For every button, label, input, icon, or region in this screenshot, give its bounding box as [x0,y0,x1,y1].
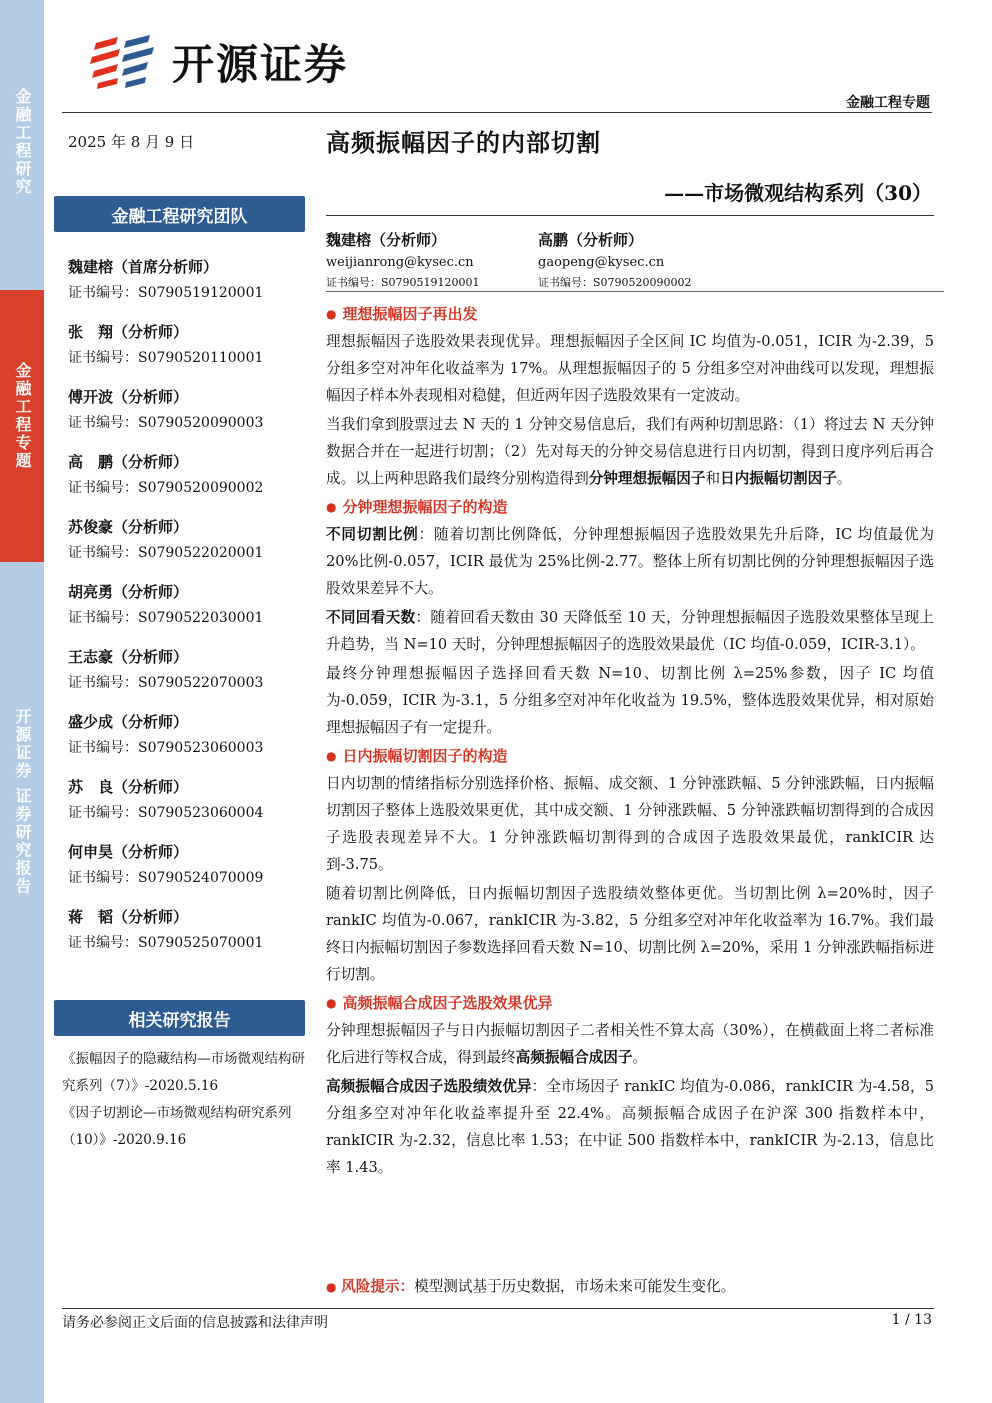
section-paragraph: 高频振幅合成因子选股绩效优异：全市场因子 rankIC 均值为-0.086，rankICIR 为-4.58，5 分组多空对冲年化收益率提升至 22.4%。高频振幅合成因子在沪深 300 指数样本中，rankICIR 为-2.32，信息比率 1.53；在中证 500 指数样本中，rankICIR 为-2.13，信息比率 1.43。 [326,1078,934,1176]
member-cert: 证书编号：S0790525070001 [68,935,264,951]
section-heading [326,494,934,521]
team-member [68,386,308,451]
section-heading [326,743,934,770]
team-member [68,581,308,646]
member-cert: 证书编号：S0790522030001 [68,610,264,626]
brand-name: 开源证券 [172,40,349,89]
team-member [68,906,308,971]
related-panel-title: 相关研究报告 [128,1010,231,1031]
footer-divider [62,1308,934,1309]
section-heading [326,301,934,328]
bullet-icon: ● [326,500,337,514]
member-name: 胡亮勇（分析师） [68,583,189,601]
section-heading-text: 分钟理想振幅因子的构造 [342,498,508,516]
related-report-link[interactable]: 《振幅因子的隐藏结构—市场微观结构研究系列（7）》-2020.5.16 [62,1051,305,1094]
section-heading-text: 高频振幅合成因子选股效果优异 [342,994,553,1012]
member-cert: 证书编号：S0790523060004 [68,805,264,821]
team-member [68,451,308,516]
report-title: 高频振幅因子的内部切割 [326,128,601,157]
team-panel-header [54,196,305,232]
member-cert: 证书编号：S0790524070009 [68,870,264,886]
member-name: 高 鹏（分析师） [68,453,189,471]
section-paragraph: 不同回看天数：随着回看天数由 30 天降低至 10 天，分钟理想振幅因子选股效果整体呈现上升趋势，当 N=10 天时，分钟理想振幅因子的选股效果最优（IC 均值-0.059，ICIR-3.1）。 [326,609,934,653]
member-cert: 证书编号：S0790520110001 [68,350,264,366]
member-name: 何申昊（分析师） [68,843,189,861]
section-paragraph: 当我们拿到股票过去 N 天的 1 分钟交易信息后，我们有两种切割思路：（1）将过去 N 天分钟数据合并在一起进行切割；（2）先对每天的分钟交易信息进行日内切割，得到日度序列后再合成。以上两种思路我们最终分别构造得到分钟理想振幅因子和日内振幅切割因子。 [326,416,934,487]
author-email[interactable]: weijianrong@kysec.cn [326,255,474,270]
author-card [326,228,480,292]
side-label-topic-text: 金融工程专题 [13,362,32,470]
side-label-broker-text: 开源证券 证券研究报告 [13,708,32,896]
author-email[interactable]: gaopeng@kysec.cn [538,255,665,270]
member-name: 苏 良（分析师） [68,778,189,796]
risk-text: 模型测试基于历史数据，市场未来可能发生变化。 [414,1278,736,1295]
member-cert: 证书编号：S0790520090003 [68,415,264,431]
section-paragraph: 理想振幅因子选股效果表现优异。理想振幅因子全区间 IC 均值为-0.051，ICIR 为-2.39，5 分组多空对冲年化收益率为 17%。从理想振幅因子的 5 分组多空对冲曲线可以发现，理想振幅因子样本外表现相对稳健，但近两年因子选股效果有一定波动。 [326,333,934,404]
bullet-icon: ● [326,307,337,321]
member-cert: 证书编号：S0790522020001 [68,545,264,561]
section-heading-text: 日内振幅切割因子的构造 [342,747,508,765]
member-name: 魏建榕（首席分析师） [68,258,219,276]
team-list [68,256,308,971]
author-cert: 证书编号：S0790519120001 [326,276,480,289]
member-name: 张 翔（分析师） [68,323,189,341]
author-name: 高鹏（分析师） [538,231,644,249]
team-member [68,776,308,841]
member-name: 傅开波（分析师） [68,388,189,406]
side-label-research-text: 金融工程研究 [13,88,32,196]
footer-disclaimer[interactable]: 请务必参阅正文后面的信息披露和法律声明 [62,1315,328,1331]
related-panel-header [54,1000,305,1036]
member-cert: 证书编号：S0790523060003 [68,740,264,756]
section-heading [326,990,934,1017]
team-member [68,321,308,386]
member-cert: 证书编号：S0790519120001 [68,285,264,301]
member-cert: 证书编号：S0790520090002 [68,480,264,496]
member-name: 盛少成（分析师） [68,713,189,731]
author-card [538,228,692,292]
member-name: 蒋 韬（分析师） [68,908,189,926]
page-number: 1 / 13 [891,1312,932,1328]
bullet-icon: ● [326,749,337,763]
related-report-link[interactable]: 《因子切割论—市场微观结构研究系列（10）》-2020.9.16 [62,1105,292,1148]
side-label-research [0,0,44,290]
risk-warning [326,1275,735,1296]
side-label-topic [0,290,44,562]
report-date: 2025 年 8 月 9 日 [68,133,195,151]
section-paragraph: 最终分钟理想振幅因子选择回看天数 N=10、切割比例 λ=25%参数，因子 IC 均值为-0.059，ICIR 为-3.1，5 分组多空对冲年化收益为 19.5%，整体选股效果优异，相对原始理想振幅因子有一定提升。 [326,665,934,736]
report-summary [326,301,934,1183]
bullet-icon: ● [326,996,337,1010]
title-divider [326,215,934,216]
author-cert: 证书编号：S0790520090002 [538,276,692,289]
team-member [68,516,308,581]
team-member [68,711,308,776]
team-member [68,841,308,906]
author-divider [326,291,944,292]
left-side-band [0,0,44,1403]
member-cert: 证书编号：S0790522070003 [68,675,264,691]
member-name: 苏俊豪（分析师） [68,518,189,536]
side-label-broker [0,562,44,1403]
report-subtitle: ——市场微观结构系列（30） [664,181,932,205]
bullet-icon: ● [326,1280,337,1294]
section-paragraph: 不同切割比例：随着切割比例降低，分钟理想振幅因子选股效果先升后降，IC 均值最优为 20%比例-0.057，ICIR 最优为 25%比例-2.77。整体上所有切割比例的分钟理想振幅因子选股效果差异不大。 [326,526,934,597]
header-category: 金融工程专题 [846,95,930,111]
header-divider [62,112,932,113]
team-member [68,256,308,321]
member-name: 王志豪（分析师） [68,648,189,666]
section-heading-text: 理想振幅因子再出发 [342,305,478,323]
author-name: 魏建榕（分析师） [326,231,447,249]
section-paragraph: 分钟理想振幅因子与日内振幅切割因子二者相关性不算太高（30%），在横截面上将二者标准化后进行等权合成，得到最终高频振幅合成因子。 [326,1022,934,1066]
brand-logo [88,32,348,92]
logo-mark-icon [88,33,158,91]
section-paragraph: 日内切割的情绪指标分别选择价格、振幅、成交额、1 分钟涨跌幅、5 分钟涨跌幅，日内振幅切割因子整体上选股效果更优，其中成交额、1 分钟涨跌幅、5 分钟涨跌幅切割得到的合成因子选股表现差异不大。1 分钟涨跌幅切割得到的合成因子选股效果最优，rankICIR 达到-3.75。 [326,775,934,873]
related-reports-list [62,1046,310,1154]
team-member [68,646,308,711]
team-panel-title: 金融工程研究团队 [111,206,248,227]
section-paragraph: 随着切割比例降低，日内振幅切割因子选股绩效整体更优。当切割比例 λ=20%时，因子 rankIC 均值为-0.067，rankICIR 为-3.82，5 分组多空对冲年化收益率为 16.7%。我们最终日内振幅切割因子参数选择回看天数 N=10、切割比例 λ=20%，采用 1 分钟涨跌幅指标进行切割。 [326,885,934,983]
risk-label: 风险提示： [341,1278,415,1295]
